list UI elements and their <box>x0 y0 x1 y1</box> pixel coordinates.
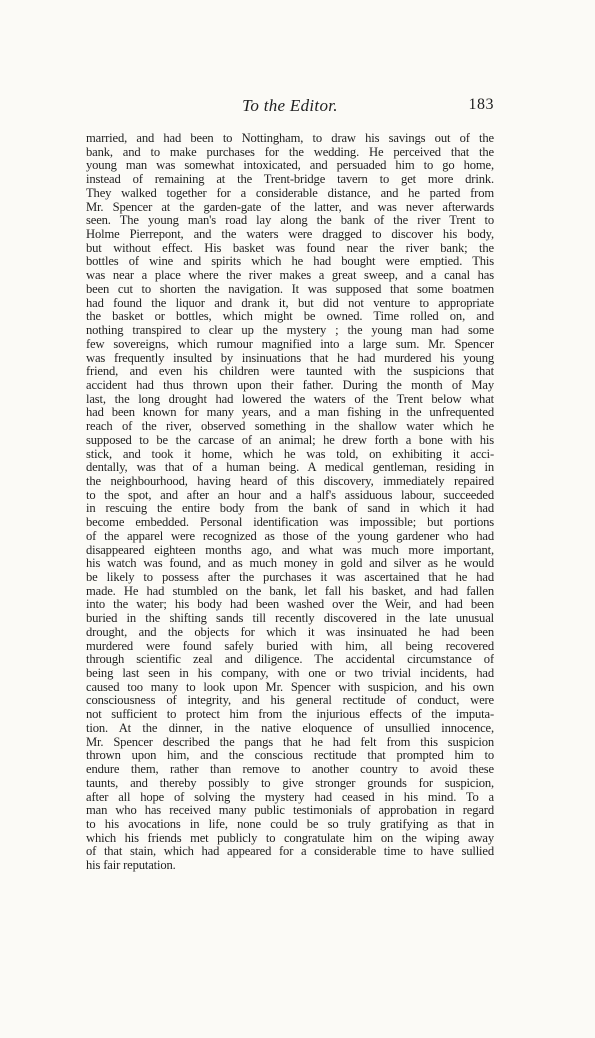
text-line: his fair reputation. <box>86 859 176 873</box>
text-line: nothing transpired to clear up the mystery ; the young man had some <box>86 324 494 338</box>
text-line: friend, and even his children were taunted with the suspicions that <box>86 365 494 379</box>
text-line: few sovereigns, which rumour magnified into a large sum. Mr. Spencer <box>86 337 494 351</box>
text-line: the basket or bottles, which might be owned. Time rolled on, and <box>86 310 494 324</box>
body-text <box>86 132 494 873</box>
text-line: reach of the river, observed something in the shallow water which he <box>86 420 494 434</box>
text-line: which his friends met publicly to congratulate him on the wiping away <box>86 831 494 845</box>
text-line: last, the long drought had lowered the waters of the Trent below what <box>86 392 494 406</box>
text-line: been cut to shorten the navigation. It was supposed that some boatmen <box>86 282 494 296</box>
text-line: but without effect. His basket was found near the river bank; the <box>86 241 494 255</box>
text-line: bank, and to make purchases for the wedding. He perceived that the <box>86 145 494 159</box>
text-line: supposed to be the carcase of an animal; he drew forth a bone with his <box>86 433 494 447</box>
text-line: to his avocations in life, none could be so truly gratifying as that in <box>86 817 494 831</box>
text-line: bottles of wine and spirits which he had bought were emptied. This <box>86 255 494 269</box>
text-line: murdered were found safely buried with him, all being recovered <box>86 639 494 653</box>
text-line: endure them, rather than remove to another country to avoid these <box>86 763 494 777</box>
text-line: of that stain, which had appeared for a considerable time to have sullied <box>86 845 494 859</box>
text-line: into the water; his body had been washed over the Weir, and had been <box>86 598 494 612</box>
running-head <box>86 96 494 118</box>
text-line: dentally, was that of a human being. A medical gentleman, residing in <box>86 461 494 475</box>
text-line: accident had thus thrown upon their father. During the month of May <box>86 378 494 392</box>
text-line: caused too many to look upon Mr. Spencer with suspicion, and his own <box>86 680 494 694</box>
page-number: 183 <box>468 96 494 113</box>
text-line: being last seen in his company, with one or two trivial incidents, had <box>86 667 494 681</box>
text-line: tion. At the dinner, in the native eloquence of unsullied innocence, <box>86 721 494 735</box>
text-line: consciousness of integrity, and his general rectitude of conduct, were <box>86 694 494 708</box>
text-line: was near a place where the river makes a great sweep, and a canal has <box>86 269 494 283</box>
text-line: had found the liquor and drank it, but did not venture to appropriate <box>86 296 494 310</box>
text-line: of the apparel were recognized as those of the young gardener who had <box>86 529 494 543</box>
text-line: his watch was found, and as much money in gold and silver as he would <box>86 557 494 571</box>
text-line: young man was somewhat intoxicated, and persuaded him to go home, <box>86 159 494 173</box>
text-line: seen. The young man's road lay along the bank of the river Trent to <box>86 214 494 228</box>
text-line: They walked together for a considerable distance, and he parted from <box>86 186 494 200</box>
text-line: taunts, and thereby possibly to give stronger grounds for suspicion, <box>86 776 494 790</box>
text-line: through scientific zeal and diligence. The accidental circumstance of <box>86 653 494 667</box>
text-line: after all hope of solving the mystery had ceased in his mind. To a <box>86 790 494 804</box>
text-line: man who has received many public testimonials of approbation in regard <box>86 804 494 818</box>
text-line: Mr. Spencer described the pangs that he had felt from this suspicion <box>86 735 494 749</box>
text-line: drought, and the objects for which it was insinuated he had been <box>86 625 494 639</box>
running-title: To the Editor. <box>242 96 338 115</box>
text-line: was frequently insulted by insinuations that he had murdered his young <box>86 351 494 365</box>
text-line: the neighbourhood, having heard of this discovery, immediately repaired <box>86 474 494 488</box>
text-line: to the spot, and after an hour and a half's assiduous labour, succeeded <box>86 488 494 502</box>
text-line: not sufficient to protect him from the injurious effects of the imputa- <box>86 708 494 722</box>
text-line: married, and had been to Nottingham, to draw his savings out of the <box>86 132 494 145</box>
text-line: Holme Pierrepont, and the waters were dragged to discover his body, <box>86 228 494 242</box>
text-line: had been known for many years, and a man fishing in the unfrequented <box>86 406 494 420</box>
text-line: become embedded. Personal identification was impossible; but portions <box>86 516 494 530</box>
text-line: made. He had stumbled on the bank, let fall his basket, and had fallen <box>86 584 494 598</box>
text-line: be likely to possess after the purchases it was ascertained that he had <box>86 571 494 584</box>
text-line: Mr. Spencer at the garden-gate of the latter, and was never afterwards <box>86 200 494 214</box>
text-line: thrown upon him, and the conscious rectitude that prompted him to <box>86 749 494 763</box>
text-line: buried in the shifting sands till recently discovered in the late unusual <box>86 612 494 626</box>
text-line: in rescuing the entire body from the bank of sand in which it had <box>86 502 494 516</box>
text-line: disappeared eighteen months ago, and what was much more important, <box>86 543 494 557</box>
text-line: instead of remaining at the Trent-bridge tavern to get more drink. <box>86 173 494 187</box>
text-line: stick, and took it home, which he was told, on exhibiting it acci- <box>86 447 494 461</box>
